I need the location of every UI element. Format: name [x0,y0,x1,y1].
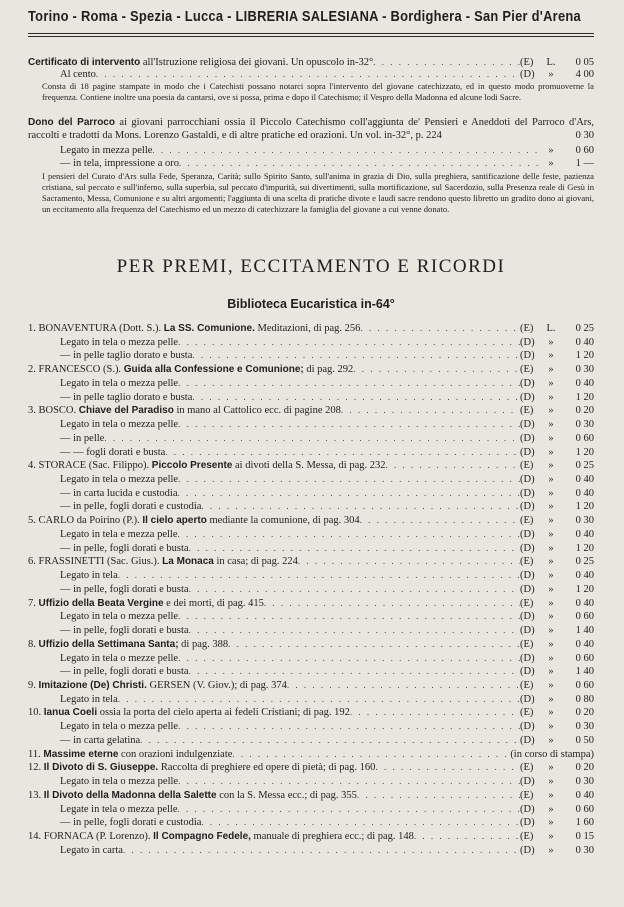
book-entry-row [28,830,594,842]
entry-label: 7. [28,597,39,609]
currency: » [548,542,554,554]
entry-label: Legato in tela o mezze pelle [60,652,179,664]
leader-dots [201,500,520,512]
price: 0 60 [575,679,594,691]
edition-code: (D) [520,611,535,623]
entry-label: Legato in tela o mezza pelle [60,611,179,623]
edition-code: (E) [520,707,534,719]
entry-label: — in pelle taglio dorato e busta [60,350,193,362]
binding-option-row [60,624,594,636]
currency: » [548,625,554,637]
leader-dots [178,377,520,389]
entry-details: Meditazioni, di pag. 256 [254,323,361,334]
entry-details: GERSEN (V. Giov.); di pag. 374 [146,679,287,691]
price: 0 20 [575,762,594,774]
binding-option-row [60,610,594,622]
leader-dots [178,418,520,430]
book-entry-row [28,761,594,773]
entry-label: Legato in carta [60,844,123,856]
currency: » [548,405,554,417]
edition-code: (D) [520,474,535,486]
entry-label: — in pelle, fogli dorati e busta [60,583,189,595]
price: 1 20 [575,583,594,595]
currency: » [548,570,554,582]
entry-title: Il Divoto della Madonna della Salette [43,789,217,801]
entry-label: Legato in tela o mezza pelle [60,377,179,389]
binding-option-row [60,775,594,787]
leader-dots [140,734,520,746]
dono-tela: — in tela, impressione a oro . . . » 1 — [60,157,594,169]
price: 0 30 [575,776,594,788]
binding-option-row [60,583,594,595]
entry-details: Raccolta di preghiere ed opere di pietà; di pag. 160 [158,762,376,774]
price: 0 15 [575,831,594,842]
edition-code: (D) [520,570,535,582]
entry-label: — in pelle, fogli dorati e busta [60,625,189,637]
entry-title: La Monaca [162,556,214,568]
currency: » [548,391,554,403]
entry-label: — in pelle, fogli dorati e custodia [60,501,202,513]
entry-label: — in pelle taglio dorato e busta [60,391,193,403]
leader-dots [189,665,520,677]
currency: » [548,817,554,829]
leader-dots [357,789,520,801]
price: 0 20 [575,405,594,417]
book-entry-row [28,597,594,609]
entry-details: in mano al Cattolico ecc. di pagine 208 [173,405,341,417]
entry-title: Uffizio della Settimana Santa; [38,638,179,650]
leader-dots [341,404,520,416]
entry-title: La SS. Comunione. [163,323,255,334]
price: 0 30 [575,721,594,733]
currency: » [548,501,554,513]
book-entry-row [28,514,594,526]
entry-label: — in pelle, fogli dorati e busta [60,666,189,678]
binding-option-row [60,528,594,540]
price: 0 40 [575,487,594,499]
entry-label: Legato in tela [60,693,118,705]
currency: » [548,776,554,788]
edition-code: (D) [520,528,535,540]
currency: » [548,679,554,691]
price: 0 30 [575,515,594,527]
edition-code: (D) [520,391,535,403]
book-entry-row [28,679,594,691]
edition-code: (D) [520,693,535,705]
currency: » [548,460,554,472]
edition-code: (E) [520,831,534,842]
price: 0 25 [575,460,594,472]
edition-code: (E) [520,556,534,568]
entry-details: in casa; di pag. 224 [213,556,298,568]
price: 0 25 [575,323,594,334]
currency: » [548,789,554,801]
price: 1 20 [575,501,594,513]
entry-label: 12. [28,762,44,774]
leader-dots [177,803,520,815]
binding-option-row [60,446,594,458]
entry-label: — in pelle, fogli dorati e custodia [60,817,202,829]
price: 0 80 [575,693,594,705]
price: 0 60 [575,803,594,815]
leader-dots [178,473,520,485]
price: 0 60 [575,432,594,444]
entry-title: Il Compagno Fedele, [153,831,251,842]
price: 0 50 [575,734,594,746]
edition-code: (E) [520,405,534,417]
entry-title: Uffizio della Beata Vergine [38,597,164,609]
price: 0 60 [575,611,594,623]
edition-code: (D) [520,419,535,431]
leader-dots [165,446,520,458]
edition-code: (D) [520,844,535,856]
leader-dots [177,528,520,540]
entry-label: — — fogli dorati e busta [60,446,166,458]
leader-dots [414,830,520,842]
currency: » [548,419,554,431]
entry-label: 3. BOSCO. [28,405,79,417]
entry-title: Il cielo aperto [142,515,207,527]
book-entry-row [28,459,594,471]
binding-option-row [60,349,594,361]
currency: » [548,666,554,678]
currency: » [548,350,554,362]
entry-label: 6. FRASSINETTI (Sac. Gius.). [28,556,163,568]
entry-title: Ianua Coeli [43,707,98,719]
currency: » [548,364,554,376]
leader-dots [118,693,520,705]
leader-dots [178,720,520,732]
entry-label: Legato in tela o mezza pelle [60,474,179,486]
binding-option-row [60,418,594,430]
currency: » [548,721,554,733]
entry-status: (in corso di stampa) [510,748,594,760]
edition-code: (E) [520,515,534,527]
edition-code: (E) [520,789,534,801]
binding-option-row [60,693,594,705]
price: 0 40 [575,528,594,540]
leader-dots [178,652,520,664]
price: 1 60 [575,817,594,829]
currency: » [548,446,554,458]
entry-title: Massime eterne [43,748,119,760]
leader-dots [375,761,520,773]
binding-option-row [60,542,594,554]
entry-label: — in carta lucida e custodia [60,487,178,499]
price: 1 40 [575,666,594,678]
entry-label: 4. STORACE (Sac. Filippo). [28,460,152,472]
edition-code: (D) [520,487,535,499]
edition-code: (E) [520,597,534,609]
currency: » [548,707,554,719]
book-entry-row [28,706,594,718]
currency: » [548,831,554,842]
binding-option-row [60,487,594,499]
leader-dots [189,583,520,595]
currency: L. [546,323,556,334]
leader-dots [189,624,520,636]
entry-label: 10. [28,707,44,719]
edition-code: (D) [520,432,535,444]
price: 1 20 [575,446,594,458]
entry-title: Guida alla Confessione e Comunione; [123,364,304,376]
price: 0 30 [575,844,594,856]
entry-label: — in carta gelatina [60,734,141,746]
entry-details: con orazioni indulgenziate [118,748,233,760]
entry-label: 2. FRANCESCO (S.). [28,364,124,376]
entry-details: ai divoti della S. Messa, di pag. 232 [232,460,386,472]
page-header: Torino - Roma - Spezia - Lucca - LIBRERIA SALESIANA - Bordighera - San Pier d'Arena [28,8,581,25]
entry-label: 11. [28,748,44,760]
al-cento-entry: Al cento . . . (D) » 4 00 [60,68,594,80]
binding-option-row [60,473,594,485]
currency: » [548,377,554,389]
entry-details: e dei morti, di pag. 415 [163,597,264,609]
currency: » [548,515,554,527]
binding-option-row [60,500,594,512]
price: 0 40 [575,336,594,348]
price: 0 30 [575,419,594,431]
binding-option-row [60,720,594,732]
entry-label: — in pelle [60,432,105,444]
edition-code: (D) [520,625,535,637]
currency: » [548,803,554,815]
edition-code: (D) [520,377,535,389]
edition-code: (E) [520,679,534,691]
entry-label: Legato in tela o mezza pelle [60,419,179,431]
binding-option-row [60,665,594,677]
binding-option-row [60,844,594,856]
entry-details: ossia la porta del cielo aperta ai fedeli Cristiani; di pag. 192 [97,707,350,719]
edition-code: (D) [520,776,535,788]
entry-label: 5. CARLO da Poirino (P.). [28,515,143,527]
price: 0 40 [575,789,594,801]
leader-dots [178,336,520,348]
currency: » [548,762,554,774]
entry-label: Legato in tela [60,570,118,582]
leader-dots [287,679,520,691]
book-entry-row [28,638,594,650]
edition-code: (E) [520,323,534,334]
binding-option-row [60,652,594,664]
binding-option-row [60,803,594,815]
price: 0 20 [575,707,594,719]
entry-details: con la S. Messa ecc.; di pag. 355 [216,789,357,801]
entry-title: Piccolo Presente [151,460,233,472]
leader-dots [178,610,520,622]
price: 1 20 [575,350,594,362]
price: 0 60 [575,652,594,664]
entry-title: Imitazione (De) Christi. [38,679,147,691]
entry-label: Legato in tela o mezza pelle [60,721,179,733]
dono-entry: Dono del Parroco ai giovani parrocchiani ossia il Piccolo Catechismo coll'aggiunta de' Pensieri e Aneddoti del Parroco d'Ars, raccolti e tradotti da Mons. Lorenzo Gastaldi, e di altre pratiche ed orazioni. Un vol. in-32°, p. 224 0 30 [28,117,594,141]
book-entry-row [28,322,594,334]
currency: » [548,487,554,499]
price: 1 20 [575,391,594,403]
entry-title: Chiave del Paradiso [78,405,174,417]
leader-dots [385,459,520,471]
edition-code: (E) [520,762,534,774]
dono-note: I pensieri del Curato d'Ars sulla Fede, Speranza, Carità; sullo Spirito Santo, sull'anima in grazia di Dio, sulla preghiera, santificazione delle feste, pazienza cristiana, sul peccato e sull'inferno, sulla superbia, sul peccato d'impurità, sui divertimenti, sulla mortificazione, sul Sacerdozio, sulla Presenza reale di Gesù in Sacramento, Messa, Comunione e su altri argomenti; l'aggiunta di una scelta di pratiche divote e laudi sacre rendono questo libretto un gradito dono ai giovani, un eccitamento alla frequenza del Catechismo ed un mezzo di catechizzare la famiglia del giovane a cui venne donato. [42,171,594,214]
price: 1 20 [575,542,594,554]
binding-option-row [60,377,594,389]
leader-dots [123,844,520,856]
price: 0 25 [575,556,594,568]
price: 0 40 [575,474,594,486]
leader-dots [201,816,520,828]
book-entry-row [28,789,594,801]
entry-label: 13. [28,789,44,801]
currency: » [548,528,554,540]
currency: » [548,638,554,650]
edition-code: (D) [520,817,535,829]
leader-dots [264,597,520,609]
leader-dots [350,706,520,718]
leader-dots [192,391,520,403]
entry-label: — in pelle, fogli dorati e busta [60,542,189,554]
subsection-title: Biblioteca Eucaristica in-64° [227,297,395,311]
price: 1 40 [575,625,594,637]
edition-code: (D) [520,501,535,513]
edition-code: (D) [520,721,535,733]
edition-code: (D) [520,446,535,458]
leader-dots [178,487,521,499]
price: 0 40 [575,377,594,389]
entry-details: di pag. 292 [303,364,354,376]
header-rule-2 [28,36,594,37]
currency: » [548,734,554,746]
leader-dots [298,555,520,567]
section-title: PER PREMI, ECCITAMENTO E RICORDI [116,256,506,277]
entry-label: Legate in tela o mezza pelle [60,803,178,815]
leader-dots [192,349,520,361]
entry-label: 8. [28,638,39,650]
leader-dots [353,363,520,375]
edition-code: (E) [520,460,534,472]
edition-code: (E) [520,638,534,650]
dono-legato: Legato in mezza pelle . . . » 0 60 [60,144,594,156]
binding-option-row [60,391,594,403]
certificato-entry: Certificato di intervento all'Istruzione religiosa dei giovani. Un opuscolo in-32° . . . (E) L. 0 05 [28,56,594,68]
entry-details: mediante la comunione, di pag. 304 [206,515,360,527]
binding-option-row [60,816,594,828]
entry-label: 14. FORNACA (P. Lorenzo). [28,831,154,842]
currency: » [548,652,554,664]
entry-label: Legato in tela o mezza pelle [60,776,179,788]
leader-dots [232,748,510,760]
currency: » [548,597,554,609]
edition-code: (D) [520,350,535,362]
edition-code: (D) [520,734,535,746]
entry-label: Legato in tela e mezza pelle [60,528,178,540]
book-entry-row [28,748,594,760]
edition-code: (D) [520,666,535,678]
leader-dots [189,542,520,554]
book-entry-row [28,404,594,416]
header-rule [28,33,594,34]
book-entry-row [28,363,594,375]
binding-option-row [60,569,594,581]
price: 0 30 [575,364,594,376]
certificato-note: Consta di 18 pagine stampate in modo che i Catechisti possano notarci sopra l'intervento del giovane catechizzato, ed in questo modo promuoverne la frequenza. Contiene inoltre una poesia da cantarsi, ove si possa, prima e dopo il Catechismo; il Vespro della Madonna ed alcune lodi Sacre. [42,81,594,102]
currency: » [548,693,554,705]
edition-code: (D) [520,583,535,595]
currency: » [548,474,554,486]
binding-option-row [60,432,594,444]
binding-option-row [60,734,594,746]
price: 0 40 [575,597,594,609]
leader-dots [178,775,520,787]
currency: » [548,844,554,856]
binding-option-row [60,336,594,348]
entry-title: Il Divoto di S. Giuseppe. [43,762,159,774]
leader-dots [360,514,520,526]
edition-code: (D) [520,336,535,348]
leader-dots [360,322,520,334]
leader-dots [118,569,520,581]
currency: » [548,432,554,444]
edition-code: (D) [520,542,535,554]
edition-code: (E) [520,364,534,376]
currency: » [548,556,554,568]
currency: » [548,611,554,623]
leader-dots [104,432,520,444]
entry-label: Legato in tela o mezza pelle [60,336,179,348]
currency: » [548,336,554,348]
leader-dots [228,638,520,650]
entry-label: 1. BONAVENTURA (Dott. S.). [28,323,164,334]
currency: » [548,583,554,595]
edition-code: (D) [520,652,535,664]
price: 0 40 [575,570,594,582]
price: 0 40 [575,638,594,650]
book-entry-row [28,555,594,567]
edition-code: (D) [520,803,535,815]
entry-details: di pag. 388 [178,638,229,650]
entry-label: 9. [28,679,39,691]
entry-details: manuale di preghiera ecc.; di pag. 148 [250,831,414,842]
